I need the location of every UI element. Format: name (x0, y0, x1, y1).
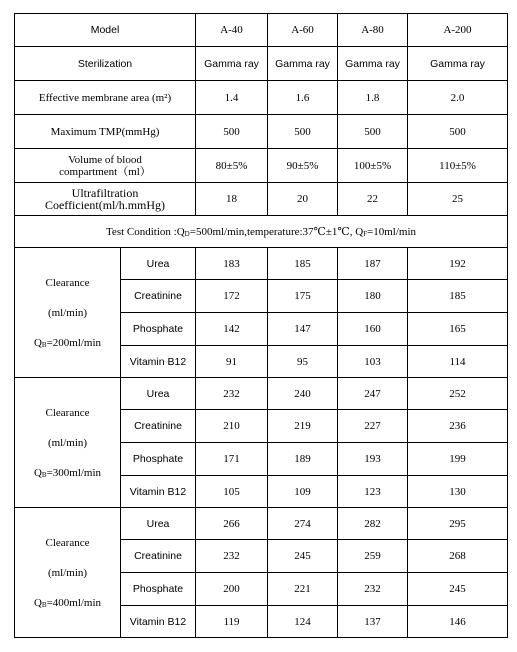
spec-value: 500 (196, 115, 268, 149)
clearance-unit: (ml/min) (47, 306, 88, 319)
test-condition-row (15, 216, 508, 248)
spec-row-ultrafiltration (15, 183, 508, 216)
condition-suffix: =10ml/min (367, 225, 417, 238)
blood-flow-rate: $Q_B=300ml/\min$ (33, 466, 102, 479)
blood-flow-rate: $Q_B=400ml/\min$ (33, 596, 102, 609)
model-a80-header: A-80 (338, 14, 408, 47)
clearance-title: Clearance (45, 536, 90, 549)
clearance-value: 165 (408, 313, 508, 346)
clearance-value: 189 (268, 443, 338, 476)
spec-value: 25 (408, 183, 508, 216)
clearance-value: 259 (338, 540, 408, 573)
clearance-value: 130 (408, 476, 508, 508)
solute-label: Vitamin B12 (121, 346, 196, 378)
solute-label: Creatinine (121, 280, 196, 313)
spec-label: Sterilization (15, 47, 196, 81)
blood-flow-rate: $Q_B=200ml/\min$ (33, 336, 102, 349)
clearance-value: 268 (408, 540, 508, 573)
clearance-value: 183 (196, 248, 268, 280)
solute-label: Urea (121, 378, 196, 410)
clearance-value: 147 (268, 313, 338, 346)
clearance-row (15, 508, 508, 540)
spec-label-line1: Volume of blood (68, 153, 142, 166)
clearance-value: 245 (268, 540, 338, 573)
clearance-value: 142 (196, 313, 268, 346)
clearance-value: 232 (196, 378, 268, 410)
clearance-value: 210 (196, 410, 268, 443)
clearance-group-label (15, 248, 121, 378)
spec-row-blood-volume (15, 149, 508, 183)
qf-subscript: F (363, 229, 368, 238)
clearance-value: 192 (408, 248, 508, 280)
clearance-row (15, 378, 508, 410)
spec-label (15, 183, 196, 216)
clearance-value: 282 (338, 508, 408, 540)
spec-label-line2: compartment（ml） (59, 165, 151, 178)
clearance-value: 95 (268, 346, 338, 378)
clearance-value: 160 (338, 313, 408, 346)
spec-value: 22 (338, 183, 408, 216)
spec-label-line2: Coefficient(ml/h.mmHg) (44, 198, 166, 212)
clearance-group-label (15, 378, 121, 508)
clearance-value: 119 (196, 606, 268, 638)
condition-prefix: Test Condition :Q (105, 225, 185, 238)
clearance-row (15, 248, 508, 280)
spec-value: 80±5% (196, 149, 268, 183)
spec-value: Gamma ray (408, 47, 508, 81)
solute-label: Vitamin B12 (121, 476, 196, 508)
spec-value: Gamma ray (338, 47, 408, 81)
model-a40-header: A-40 (196, 14, 268, 47)
solute-label: Phosphate (121, 443, 196, 476)
spec-value: 500 (408, 115, 508, 149)
spec-row-max-tmp (15, 115, 508, 149)
spec-value: 18 (196, 183, 268, 216)
spec-value: Gamma ray (268, 47, 338, 81)
spec-row-sterilization (15, 47, 508, 81)
solute-label: Vitamin B12 (121, 606, 196, 638)
model-header: Model (15, 14, 196, 47)
spec-value: 1.8 (338, 81, 408, 115)
model-a60-header: A-60 (268, 14, 338, 47)
clearance-value: 185 (268, 248, 338, 280)
header-row (15, 14, 508, 47)
spec-row-membrane-area (15, 81, 508, 115)
spec-value: Gamma ray (196, 47, 268, 81)
clearance-value: 175 (268, 280, 338, 313)
spec-label: Maximum TMP(mmHg) (15, 115, 196, 149)
clearance-value: 105 (196, 476, 268, 508)
spec-label: Effective membrane area (m²) (15, 81, 196, 115)
spec-value: 1.4 (196, 81, 268, 115)
clearance-value: 227 (338, 410, 408, 443)
spec-label-line1: Ultrafiltration (71, 186, 139, 200)
clearance-value: 266 (196, 508, 268, 540)
clearance-value: 252 (408, 378, 508, 410)
spec-value: 20 (268, 183, 338, 216)
test-condition (15, 216, 508, 248)
clearance-value: 137 (338, 606, 408, 638)
spec-value: 110±5% (408, 149, 508, 183)
clearance-value: 199 (408, 443, 508, 476)
clearance-value: 245 (408, 573, 508, 606)
spec-value: 90±5% (268, 149, 338, 183)
condition-middle: =500ml/min,temperature:37℃±1℃, Q (189, 225, 364, 238)
solute-label: Urea (121, 508, 196, 540)
qd-subscript: D (184, 229, 190, 238)
model-a200-header: A-200 (408, 14, 508, 47)
clearance-title: Clearance (45, 276, 90, 289)
clearance-value: 240 (268, 378, 338, 410)
clearance-unit: (ml/min) (47, 566, 88, 579)
solute-label: Phosphate (121, 313, 196, 346)
clearance-value: 109 (268, 476, 338, 508)
clearance-group-label (15, 508, 121, 638)
solute-label: Creatinine (121, 410, 196, 443)
spec-value: 500 (338, 115, 408, 149)
clearance-value: 274 (268, 508, 338, 540)
clearance-value: 103 (338, 346, 408, 378)
clearance-unit: (ml/min) (47, 436, 88, 449)
spec-value: 100±5% (338, 149, 408, 183)
solute-label: Creatinine (121, 540, 196, 573)
clearance-value: 172 (196, 280, 268, 313)
clearance-title: Clearance (45, 406, 90, 419)
spec-value: 1.6 (268, 81, 338, 115)
clearance-value: 247 (338, 378, 408, 410)
spec-label (15, 149, 196, 183)
clearance-value: 114 (408, 346, 508, 378)
clearance-value: 232 (196, 540, 268, 573)
spec-value: 2.0 (408, 81, 508, 115)
solute-label: Phosphate (121, 573, 196, 606)
clearance-value: 219 (268, 410, 338, 443)
clearance-value: 171 (196, 443, 268, 476)
clearance-value: 123 (338, 476, 408, 508)
clearance-value: 124 (268, 606, 338, 638)
clearance-value: 295 (408, 508, 508, 540)
clearance-value: 193 (338, 443, 408, 476)
clearance-value: 221 (268, 573, 338, 606)
clearance-value: 180 (338, 280, 408, 313)
clearance-value: 236 (408, 410, 508, 443)
solute-label: Urea (121, 248, 196, 280)
clearance-value: 146 (408, 606, 508, 638)
clearance-value: 91 (196, 346, 268, 378)
clearance-value: 185 (408, 280, 508, 313)
clearance-value: 187 (338, 248, 408, 280)
clearance-value: 232 (338, 573, 408, 606)
spec-value: 500 (268, 115, 338, 149)
dialyzer-spec-table (14, 13, 508, 638)
clearance-value: 200 (196, 573, 268, 606)
